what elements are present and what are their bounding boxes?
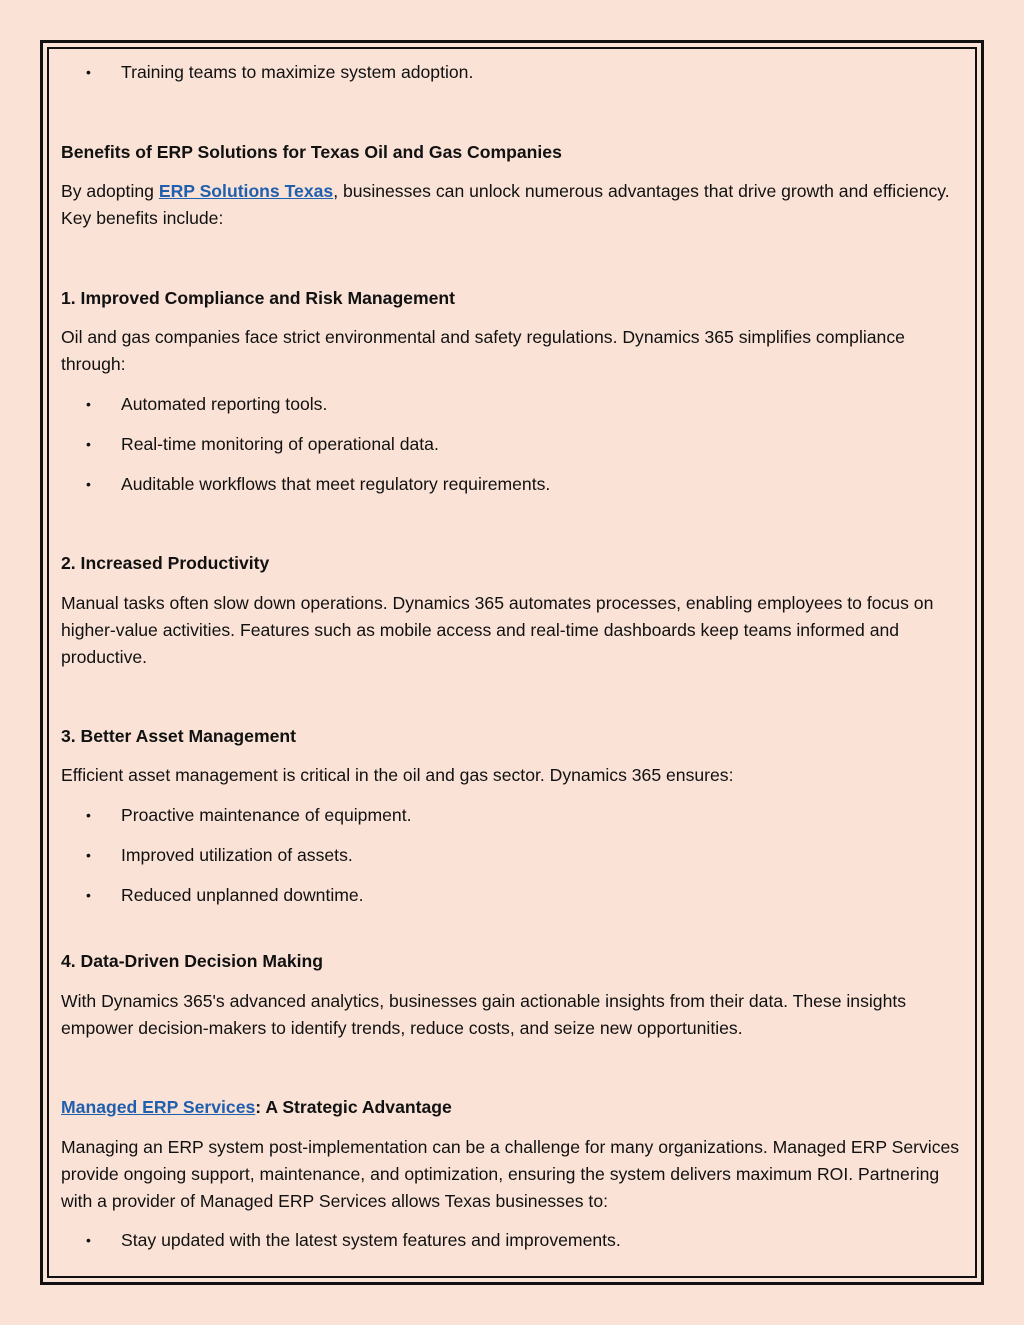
- managed-heading: [61, 1094, 966, 1121]
- bullet-icon: •: [86, 436, 91, 452]
- bullet-icon: •: [86, 847, 91, 863]
- bullet-icon: •: [86, 64, 91, 80]
- benefits-heading: Benefits of ERP Solutions for Texas Oil and Gas Companies: [61, 142, 562, 162]
- benefits-intro: [61, 178, 966, 232]
- bullet-icon: •: [86, 887, 91, 903]
- asset-heading: 3. Better Asset Management: [61, 726, 296, 746]
- bullet-icon: •: [86, 807, 91, 823]
- bullet-icon: •: [86, 476, 91, 492]
- list-item-text: Auditable workflows that meet regulatory requirements.: [121, 474, 551, 494]
- list-item-text: Reduced unplanned downtime.: [121, 885, 364, 905]
- productivity-body: Manual tasks often slow down operations. Dynamics 365 automates processes, enabling employees to focus on higher-value activities. Features such as mobile access and real-time dashboards keep teams informed and productive.: [61, 593, 934, 667]
- list-item-text: Stay updated with the latest system features and improvements.: [121, 1230, 621, 1250]
- erp-solutions-texas-link[interactable]: ERP Solutions Texas: [158, 181, 334, 201]
- compliance-body: Oil and gas companies face strict environmental and safety regulations. Dynamics 365 simplifies compliance through:: [61, 327, 905, 374]
- list-item-text: Improved utilization of assets.: [121, 845, 353, 865]
- intro-text-before: By adopting: [61, 181, 159, 201]
- productivity-heading: 2. Increased Productivity: [61, 553, 270, 573]
- managed-body: Managing an ERP system post-implementation can be a challenge for many organizations. Managed ERP Services provide ongoing support, maintenance, and optimization, ensuring the system delivers maximum ROI. Partnering with a provider of Managed ERP Services allows Texas businesses to:: [61, 1137, 960, 1211]
- bullet-icon: •: [86, 1232, 91, 1248]
- compliance-heading: 1. Improved Compliance and Risk Management: [61, 288, 456, 308]
- data-driven-body: With Dynamics 365's advanced analytics, businesses gain actionable insights from their data. These insights empower decision-makers to identify trends, reduce costs, and seize new opportunities.: [61, 991, 907, 1038]
- bullet-icon: •: [86, 396, 91, 412]
- list-item-text: Training teams to maximize system adoption.: [121, 62, 474, 82]
- managed-erp-services-link[interactable]: Managed ERP Services: [61, 1097, 256, 1117]
- list-item-text: Automated reporting tools.: [121, 394, 328, 414]
- data-driven-heading: 4. Data-Driven Decision Making: [61, 951, 324, 971]
- asset-body: Efficient asset management is critical in the oil and gas sector. Dynamics 365 ensures:: [61, 765, 734, 785]
- list-item-text: Proactive maintenance of equipment.: [121, 805, 412, 825]
- managed-heading-text: : A Strategic Advantage: [255, 1097, 452, 1117]
- list-item-text: Real-time monitoring of operational data.: [121, 434, 439, 454]
- intro-text-after: , businesses can unlock numerous advantages that drive growth and efficiency. Key benefits include:: [61, 181, 950, 228]
